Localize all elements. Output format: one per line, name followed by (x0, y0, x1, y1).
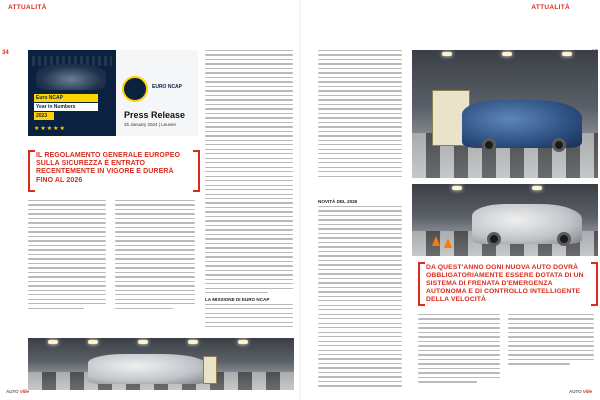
section-label-right: ATTUALITÀ (531, 4, 570, 11)
text-column-1 (28, 200, 106, 330)
press-release-date: 25 January 2024 | Leuven (124, 122, 176, 127)
headline-2: DA QUEST'ANNO OGNI NUOVA AUTO DOVRÀ OBBLIGATORIAMENTE ESSERE DOTATA DI UN SISTEMA DI FRENATA D'EMERGENZA AUTONOMA E DI CONTROLLO INTELLIGENTE DELLA VELOCITÀ (426, 264, 584, 303)
page-gutter (299, 0, 301, 400)
text-column-4 (318, 50, 402, 180)
page-number-left: 34 (2, 50, 9, 56)
folio-right-it: Ville (582, 389, 592, 394)
badge-line-1: Euro NCAP (34, 94, 98, 102)
press-release-photo (28, 50, 116, 136)
text-column-6 (418, 314, 500, 390)
logo-text: EURO NCAP (152, 84, 183, 90)
badge-year: 2023 (34, 112, 54, 120)
text-column-2 (115, 200, 195, 330)
headline-box-2 (418, 262, 598, 306)
text-column-7 (508, 314, 594, 390)
col3-subhead: LA MISSIONE DI EURO NCAP (205, 296, 270, 302)
car-graphic (36, 64, 106, 90)
crash-test-photo-right-mid (412, 184, 598, 256)
folio-left (6, 389, 29, 394)
section-label-left: ATTUALITÀ (8, 4, 47, 11)
headline-1: IL REGOLAMENTO GENERALE EUROPEO SULLA SICUREZZA È ENTRATO RECENTEMENTE IN VIGORE E DURERÀ FINO AL 2026 (36, 152, 181, 184)
folio-left-it: Ville (19, 389, 30, 394)
euro-ncap-logo-icon (122, 76, 148, 102)
headline-box-1 (28, 150, 200, 192)
press-release-image (28, 50, 198, 136)
text-column-5 (318, 198, 402, 388)
stars-rating: ★★★★★ (34, 126, 66, 132)
press-release-title: Press Release (124, 110, 186, 120)
crash-test-photo-right-top (412, 50, 598, 178)
crash-test-photo-left (28, 338, 294, 390)
year-in-numbers-badge (34, 94, 98, 120)
folio-right-brand: AUTO (568, 389, 582, 394)
folio-right (569, 389, 592, 394)
press-release-card (116, 50, 198, 136)
text-column-3 (205, 50, 293, 330)
badge-line-2: Year in Numbers (34, 103, 98, 111)
folio-left-brand: AUTO (6, 389, 19, 394)
col5-subhead: NOVITÀ DEL 2026 (318, 199, 358, 204)
